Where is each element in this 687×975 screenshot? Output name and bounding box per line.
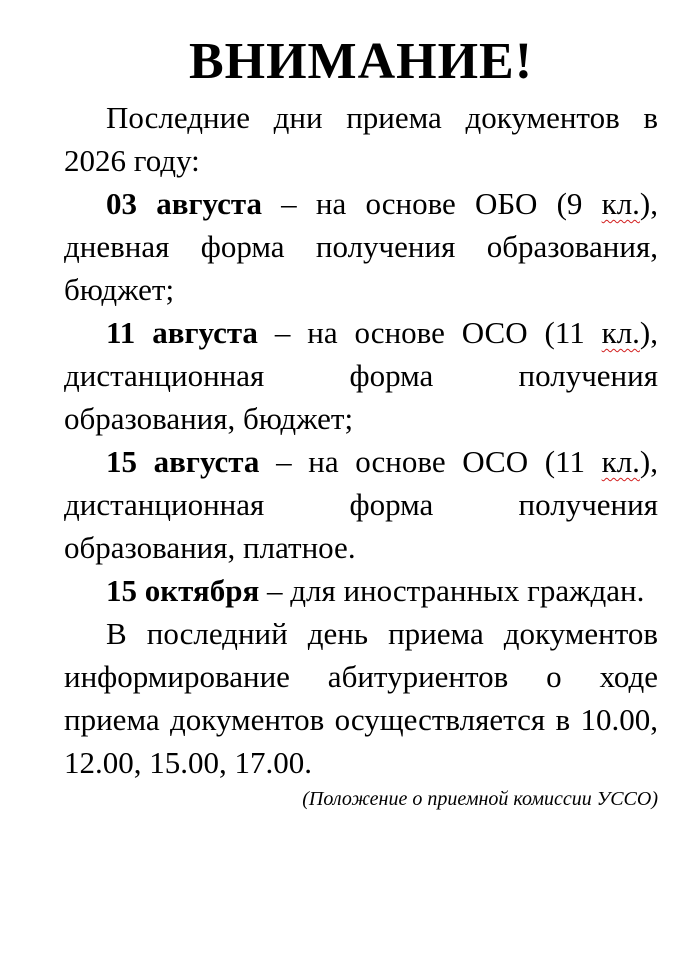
deadline-text: ), дневная форма получения образования, бюджет; (64, 186, 658, 307)
spellcheck-word: кл. (601, 186, 640, 221)
deadline-date: 11 августа (106, 315, 258, 350)
deadline-text: – для иностранных граждан. (259, 573, 645, 608)
closing-paragraph: В последний день приема документов информирование абитуриентов о ходе приема документов осуществляется в 10.00, 12.00, 15.00, 17.00. (64, 616, 658, 780)
spellcheck-word: кл. (601, 315, 640, 350)
deadline-text: ), дистанционная форма получения образования, бюджет; (64, 315, 658, 436)
deadline-text: – на основе ОСО (11 (259, 444, 602, 479)
intro-paragraph: Последние дни приема документов в 2026 году: (64, 100, 658, 178)
deadline-item-2 (64, 311, 658, 440)
deadline-text: ), дистанционная форма получения образования, платное. (64, 444, 658, 565)
deadline-text: – на основе ОСО (11 (257, 315, 602, 350)
deadline-date: 03 августа (106, 186, 262, 221)
page-title: ВНИМАНИЕ! (188, 33, 534, 90)
spellcheck-word: кл. (601, 444, 640, 479)
deadline-date: 15 октября (106, 573, 260, 608)
deadline-item-3 (64, 440, 658, 569)
source-note: (Положение о приемной комиссии УССО) (302, 788, 658, 810)
deadline-item-4 (64, 569, 658, 612)
deadline-date: 15 августа (106, 444, 260, 479)
deadline-text: – на основе ОБО (9 (261, 186, 602, 221)
deadline-item-1 (64, 182, 658, 311)
